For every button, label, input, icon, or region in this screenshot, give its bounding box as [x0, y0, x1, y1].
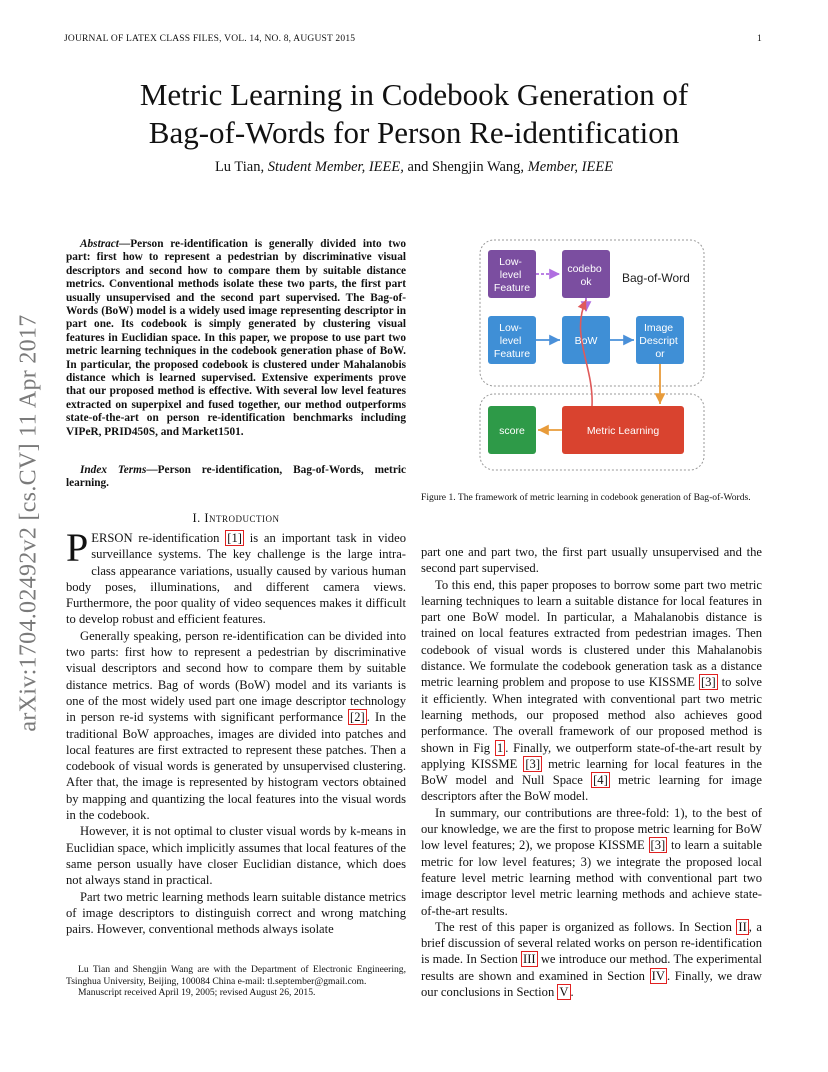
abstract-text: —Person re-identification is generally divided into two part: first how to represent a pedestrian by discriminative visual descriptors and second how to compare them by suitable distance metrics. Conventional methods isolate these two parts, the first part usually unsupervised and the second part supervised. The Bag-of-Words (BoW) model is a widely used image representing descriptor in part one. Its codebook is simply generated by clustering visual features in Euclidian space. In this paper, we propose to use part two metric learning techniques in the codebook generation phase of BoW. In particular, the proposed codebook is clustered under Mahalanobis distance which is learned supervised. Extensive experiments prove that our proposed method is effective. With several low level features extracted on superpixel and fused together, our method outperforms state-of-the-art on person re-identification benchmarks including VIPeR, PRID450S, and Market1501. [66, 238, 406, 438]
intro-paragraph-4: Part two metric learning methods learn suitable distance metrics of image descriptors to distinguish correct and wrong matching pairs. However, conventional methods always isolate [66, 889, 406, 937]
right-paragraph-1: part one and part two, the first part usually unsupervised and the second part supervised. [421, 545, 762, 576]
section-number: I. [192, 511, 201, 525]
right-paragraph-4 [421, 919, 762, 1000]
text-run: The rest of this paper is organized as follows. In Section [435, 919, 737, 934]
index-terms-text: —Person re-identification, Bag-of-Words, metric learning. [66, 464, 406, 490]
text-run: to learn a suitable metric for low level features; 3) we integrate the proposed local feature level metric learning method with conventional part two image descriptor level metric learning methods and achieve state-of-the-art results. [421, 838, 762, 918]
footnote [66, 964, 406, 999]
drop-cap: P [66, 525, 89, 570]
text-run: metric learning for image descriptors after the BoW model. [421, 773, 762, 804]
intro-paragraph-1 [66, 525, 406, 628]
citation-link[interactable]: [3] [700, 675, 716, 690]
page-number: 1 [757, 34, 762, 44]
low-level-feature-label-1: Low- level Feature [493, 256, 531, 294]
text-run: To this end, this paper proposes to borrow some part two metric learning techniques to learn a suitable distance for local features in part one BoW model. In particular, a Mahalanobis distance is trained on local features extracted from pedestrian images. Then codebook of visual words is clustered under this Mahalanobis distance. We formulate the codebook generation task as a distance metric learning problem and propose to use KISSME [421, 577, 762, 690]
intro-paragraph-2 [66, 628, 406, 824]
section-link[interactable]: II [738, 919, 747, 934]
drop-cap-word: ERSON [91, 531, 133, 545]
text-run: is an important task in video surveillance systems. The key challenge is the large intra-class appearance variations, usually caused by various human body poses, illuminations, and different camera views. Furthermore, the poor quality of video sequences makes it difficult to develop robust and efficient features. [66, 531, 406, 627]
citation-link[interactable]: [2] [350, 710, 365, 725]
right-paragraph-2 [421, 577, 762, 805]
index-terms-label: Index Terms [80, 464, 147, 476]
text-run: we introduce our method. The experimental results are shown and examined in Section [421, 952, 762, 983]
metric-learning-label: Metric Learning [586, 425, 660, 437]
right-paragraph-3 [421, 805, 762, 919]
footnote-manuscript: Manuscript received April 19, 2005; revised August 26, 2015. [78, 987, 316, 999]
author-1: Lu Tian, [214, 159, 265, 175]
left-column [66, 525, 406, 937]
abstract [66, 238, 406, 439]
score-label: score [499, 425, 525, 437]
title-line-1: Metric Learning in Codebook Generation of [139, 77, 689, 112]
text-run: metric learning for local features in the BoW model and Null Space [421, 756, 762, 788]
section-link[interactable]: III [523, 952, 536, 967]
section-link[interactable]: IV [651, 968, 665, 983]
text-run: . [570, 985, 574, 1000]
codebook-label: codebo ok [567, 263, 602, 288]
footnote-affiliation: Lu Tian and Shengjin Wang are with the Department of Electronic Engineering, Tsinghua University, Beijing, 100084 China e-mail: tl.september@gmail.com. [66, 964, 406, 987]
bag-of-word-label: Bag-of-Word [622, 271, 690, 285]
paper-title [60, 76, 768, 152]
intro-paragraph-3: However, it is not optimal to cluster visual words by k-means in Euclidian space, which implicitly assumes that local features of the same person usually have closer Euclidian distance, which does not always stand in practical. [66, 824, 406, 888]
section-title: Introduction [204, 511, 280, 525]
citation-link[interactable]: [1] [227, 531, 242, 545]
bow-label: BoW [574, 335, 598, 347]
text-run: to solve it efficiently. When integrated with conventional part two metric learning methods, our proposed method also achieves good performance. The overall framework of our proposed method is shown in Fig [421, 675, 762, 755]
figure-1-framework-diagram [474, 236, 710, 474]
right-column [421, 544, 762, 1000]
citation-link[interactable]: [4] [593, 773, 608, 788]
author-line [60, 159, 768, 176]
running-header: JOURNAL OF LATEX CLASS FILES, VOL. 14, NO. 8, AUGUST 2015 [64, 34, 356, 44]
author-2-role: Member, IEEE [527, 159, 614, 175]
text-run: , a brief discussion of several related works on person re-identification is made. In Section [421, 919, 762, 967]
text-run: Generally speaking, person re-identification can be divided into two parts: first how to represent a pedestrian by discriminative visual descriptors and second how to compare them by suitable distance metrics. Bag of words (BoW) model and its variants is one of the most widely used part one image descriptor technology in person re-id systems with significant performance [66, 628, 406, 725]
figure-1-caption: Figure 1. The framework of metric learning in codebook generation of Bag-of-Words. [421, 492, 751, 503]
title-line-2: Bag-of-Words for Person Re-identification [148, 115, 680, 150]
arxiv-stamp-text: arXiv:1704.02492v2 [cs.CV] 11 Apr 2017 [15, 314, 42, 732]
citation-link[interactable]: [3] [525, 756, 541, 771]
arxiv-stamp [4, 288, 54, 758]
section-link[interactable]: V [559, 985, 569, 1000]
text-run: . Finally, we draw our conclusions in Section [421, 968, 763, 1000]
low-level-feature-label-2: Low- level Feature [493, 322, 531, 360]
author-2: and Shengjin Wang, [407, 159, 525, 175]
text-run: re-identification [132, 531, 226, 545]
citation-link[interactable]: [3] [650, 838, 666, 853]
index-terms [66, 464, 406, 491]
figure-link[interactable]: 1 [496, 740, 504, 755]
text-run: . Finally, we outperform state-of-the-art result by applying KISSME [421, 740, 762, 771]
text-run: . In the traditional BoW approaches, images are divided into patches and local features are first extracted to represent these patches. Then a codebook of visual words is generated by unsupervised clustering. After that, the image is represented by histogram vectors obtained by mapping and quantizing the local features into the visual words in the codebook. [66, 710, 406, 823]
abstract-label: Abstract [80, 238, 119, 250]
section-heading-introduction [66, 511, 406, 526]
image-descriptor-label: Image Descript or [639, 322, 678, 360]
author-1-role: Student Member, IEEE, [267, 159, 404, 175]
text-run: In summary, our contributions are three-fold: 1), to the best of our knowledge, we are the first to propose metric learning for BoW low level features; 2), we propose KISSME [421, 805, 762, 853]
